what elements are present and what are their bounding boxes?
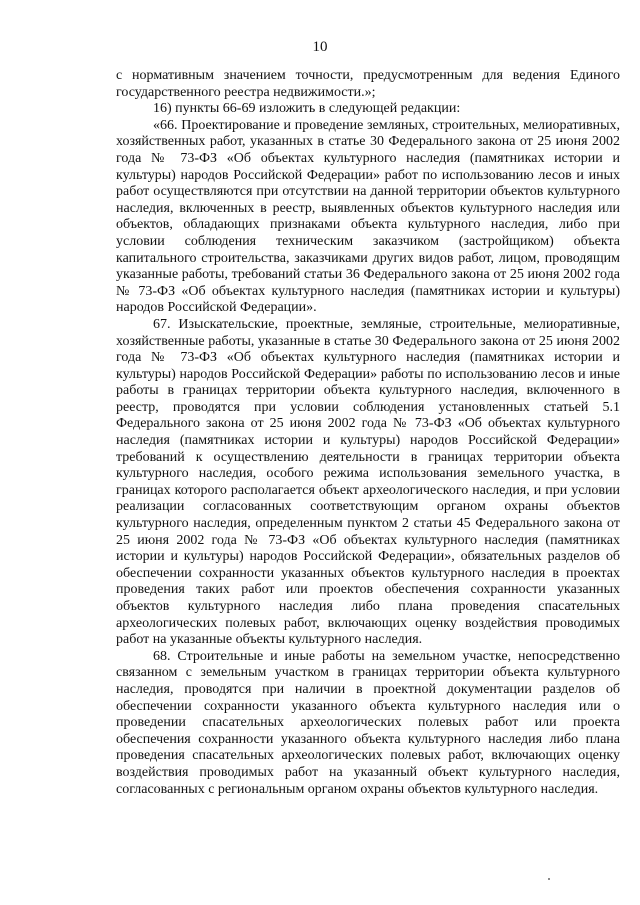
- page-number: 10: [312, 39, 328, 55]
- paragraph-item-16: 16) пункты 66-69 изложить в следующей редакции:: [153, 101, 461, 117]
- document-body: [116, 68, 620, 798]
- paragraph-clause-67: 67. Изыскательские, проектные, земляные, строительные, мелиоративные, хозяйственные работы, указанные в статье 30 Федерального закона от 25 июня 2002 года № 73-ФЗ «Об объектах культурного наследия (памятниках истории и культуры) народов Российской Федерации» работы по использованию лесов и иные работы в границах территории объекта культурного наследия, включенного в реестр, проводятся при условии соблюдения установленных статьей 5.1 Федерального закона от 25 июня 2002 года № 73-ФЗ «Об объектах культурного наследия (памятниках истории и культуры) народов Российской Федерации» требований к осуществлению деятельности в границах территории объекта культурного наследия, особого режима использования земельного участка, в границах которого располагается объект археологического наследия, и при условии реализации согласованных соответствующим органом охраны объектов культурного наследия, определенным пунктом 2 статьи 45 Федерального закона от 25 июня 2002 года № 73-ФЗ «Об объектах культурного наследия (памятниках истории и культуры) народов Российской Федерации», обязательных разделов об обеспечении сохранности указанных объектов культурного наследия в проектах проведения таких работ или проектов обеспечения сохранности указанных объектов культурного наследия либо плана проведения спасательных археологических полевых работ, включающих оценку воздействия проводимых работ на указанные объекты культурного наследия.: [116, 316, 620, 648]
- paragraph-clause-68: 68. Строительные и иные работы на земельном участке, непосредственно связанном с земельным участком в границах территории объекта культурного наследия, проводятся при наличии в проектной документации разделов об обеспечении сохранности указанного объекта культурного наследия или о проведении спасательных археологических полевых работ или проекта обеспечения сохранности указанного объекта культурного наследия либо плана проведения спасательных археологических полевых работ, включающих оценку воздействия проводимых работ на указанный объект культурного наследия, согласованных с региональным органом охраны объектов культурного наследия.: [116, 648, 620, 797]
- paragraph-continuation: с нормативным значением точности, предусмотренным для ведения Единого государственного реестра недвижимости.»;: [116, 68, 620, 100]
- scan-speck: [548, 878, 550, 880]
- paragraph-clause-66: «66. Проектирование и проведение земляных, строительных, мелиоративных, хозяйственных работ, указанных в статье 30 Федерального закона от 25 июня 2002 года № 73-ФЗ «Об объектах культурного наследия (памятниках истории и культуры) народов Российской Федерации» работ по использованию лесов и иных работ осуществляются при отсутствии на данной территории объектов культурного наследия, включенных в реестр, выявленных объектов культурного наследия или объектов, обладающих признаками объекта культурного наследия, либо при условии соблюдения техническим заказчиком (застройщиком) объекта капитального строительства, заказчиками других видов работ, лицом, проводящим указанные работы, требований статьи 36 Федерального закона от 25 июня 2002 года № 73-ФЗ «Об объектах культурного наследия (памятниках истории и культуры) народов Российской Федерации».: [116, 117, 620, 316]
